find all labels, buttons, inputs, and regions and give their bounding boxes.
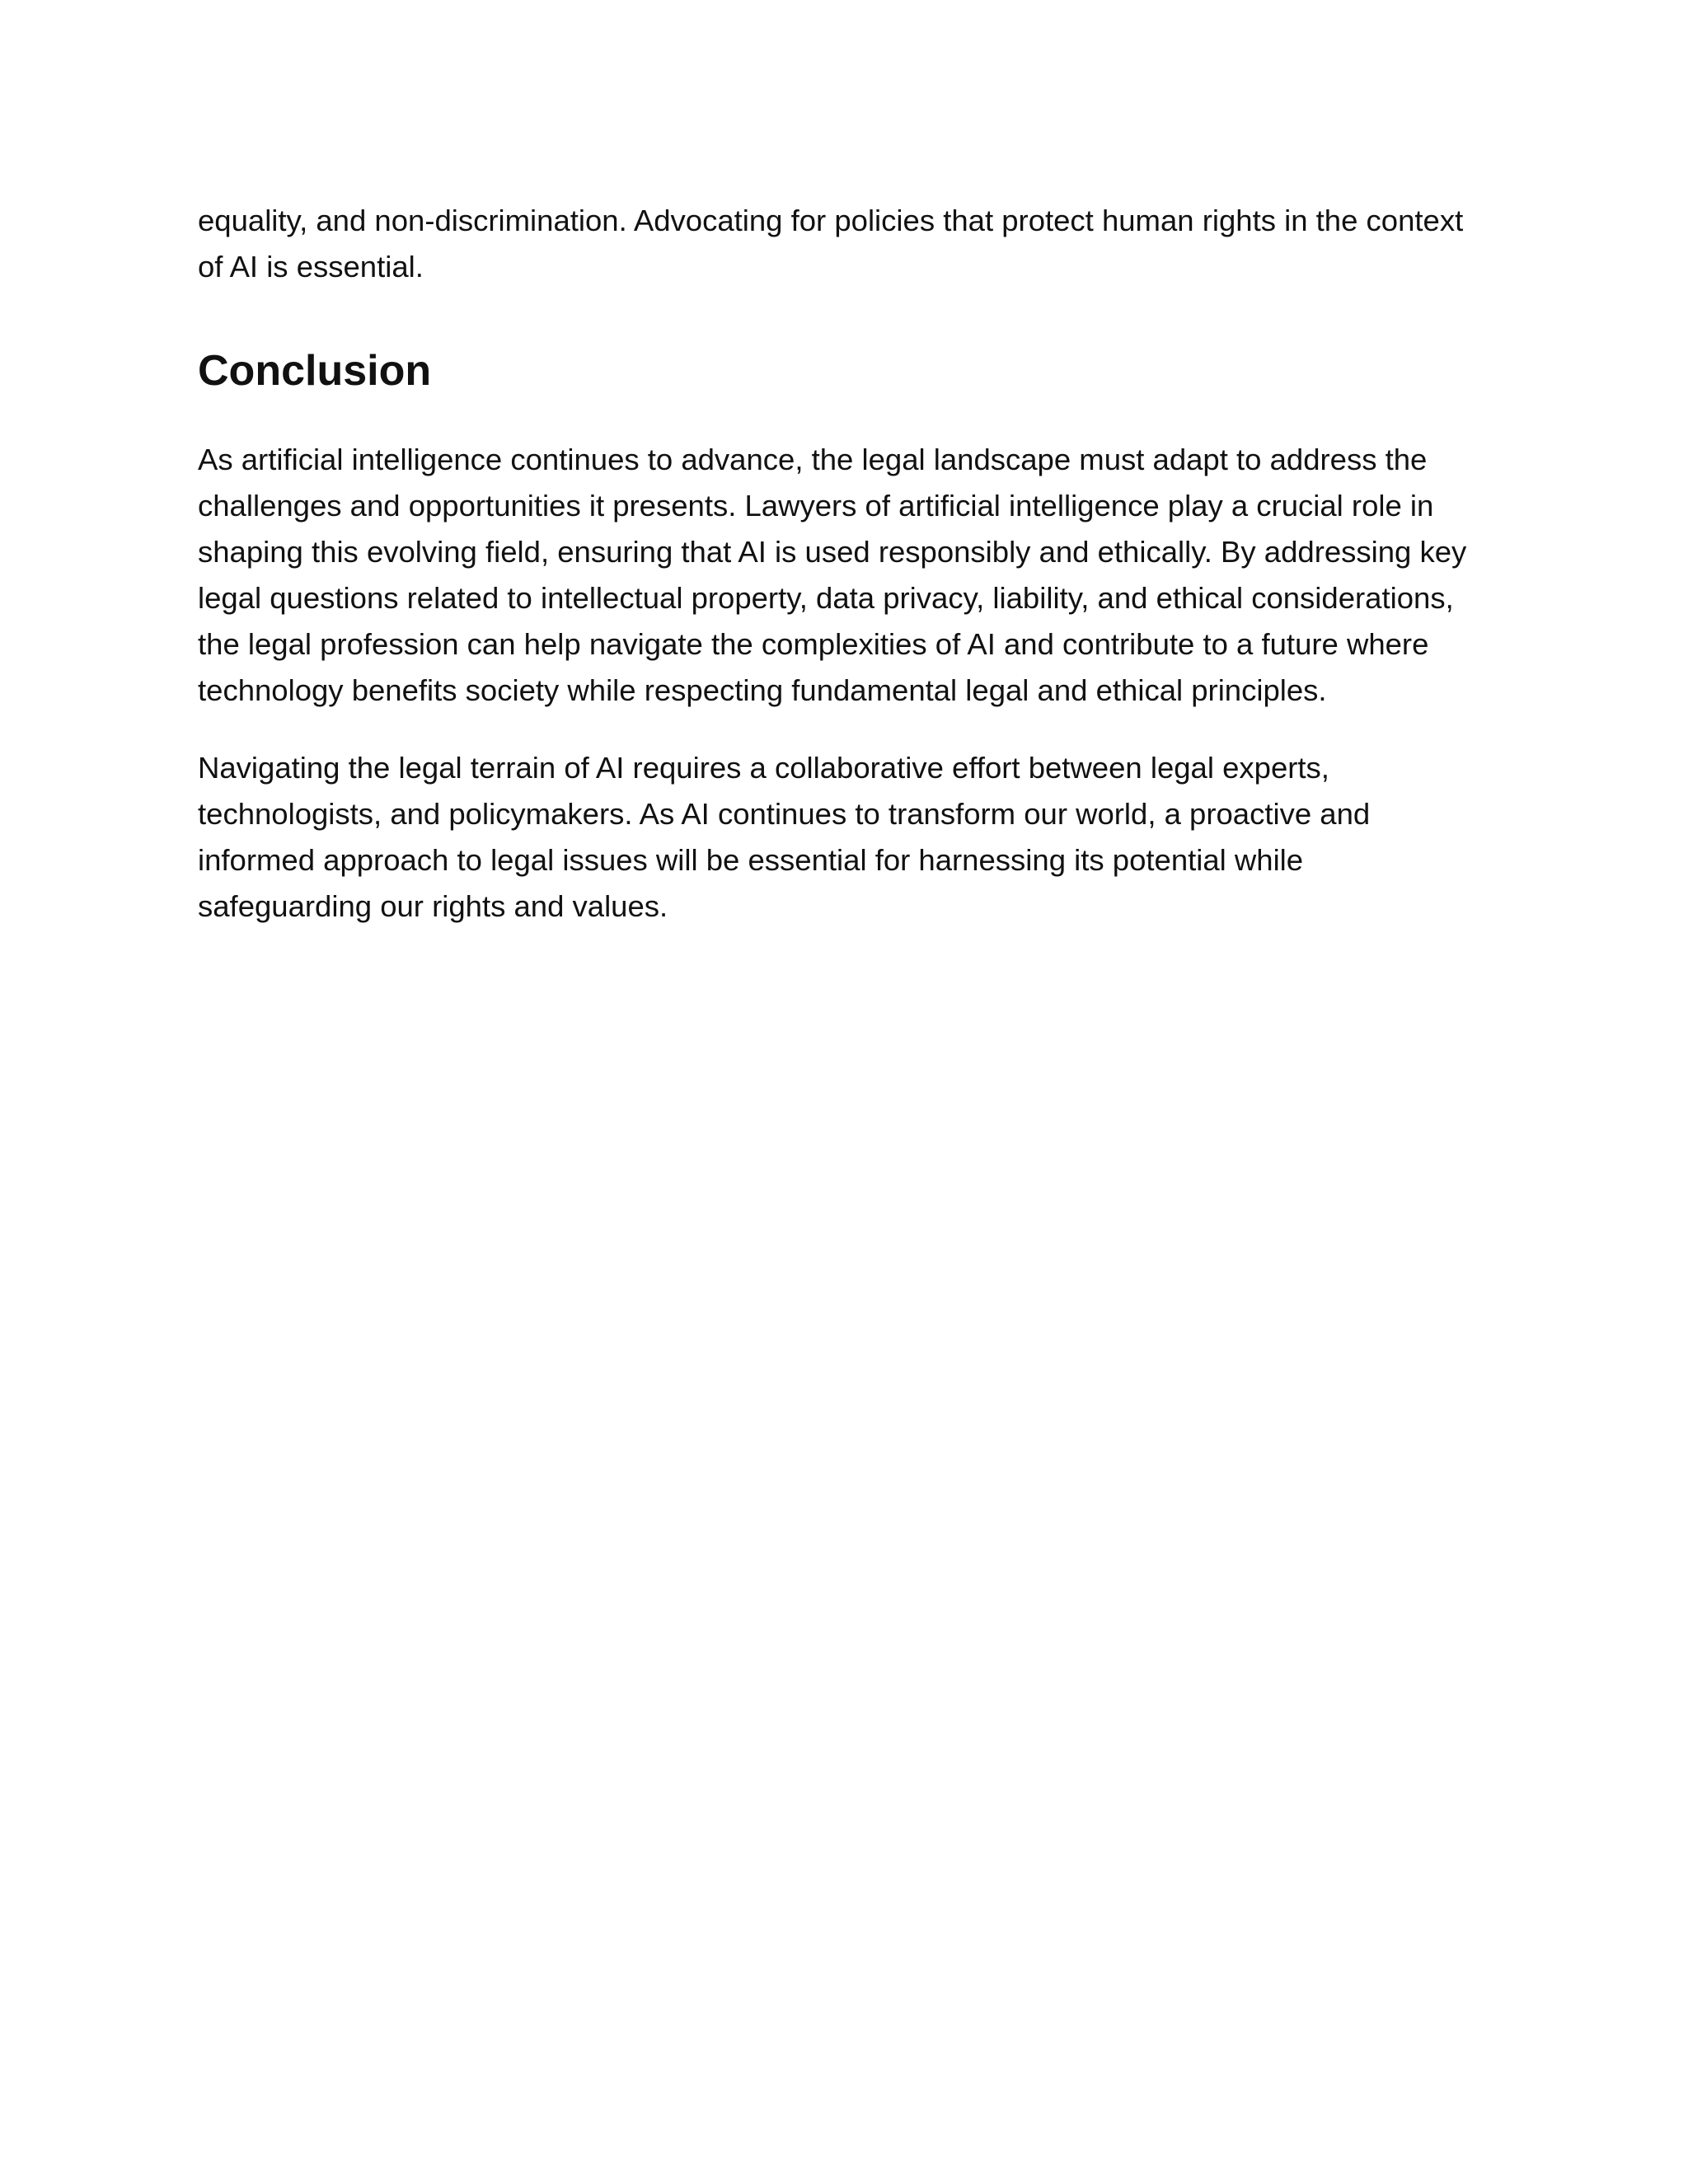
conclusion-paragraph-2: Navigating the legal terrain of AI requires a collaborative effort between legal experts, technologists, and policymakers. As AI continues to transform our world, a proactive and informed approach to legal issues will be essential for harnessing its potential while safeguarding our rights and values. (198, 751, 1371, 923)
intro-paragraph: equality, and non-discrimination. Advocating for policies that protect human rights in the context of AI is essential. (198, 204, 1464, 284)
conclusion-paragraph-1: As artificial intelligence continues to advance, the legal landscape must adapt to address the challenges and opportunities it presents. Lawyers of artificial intelligence play a crucial role in shaping this evolving field, ensuring that AI is used responsibly and ethically. By addressing key legal questions related to intellectual property, data privacy, liability, and ethical considerations, the legal profession can help navigate the complexities of AI and contribute to a future where technology benefits society while respecting fundamental legal and ethical principles. (198, 443, 1467, 707)
conclusion-heading: Conclusion (198, 347, 432, 395)
document-body (198, 198, 1484, 930)
